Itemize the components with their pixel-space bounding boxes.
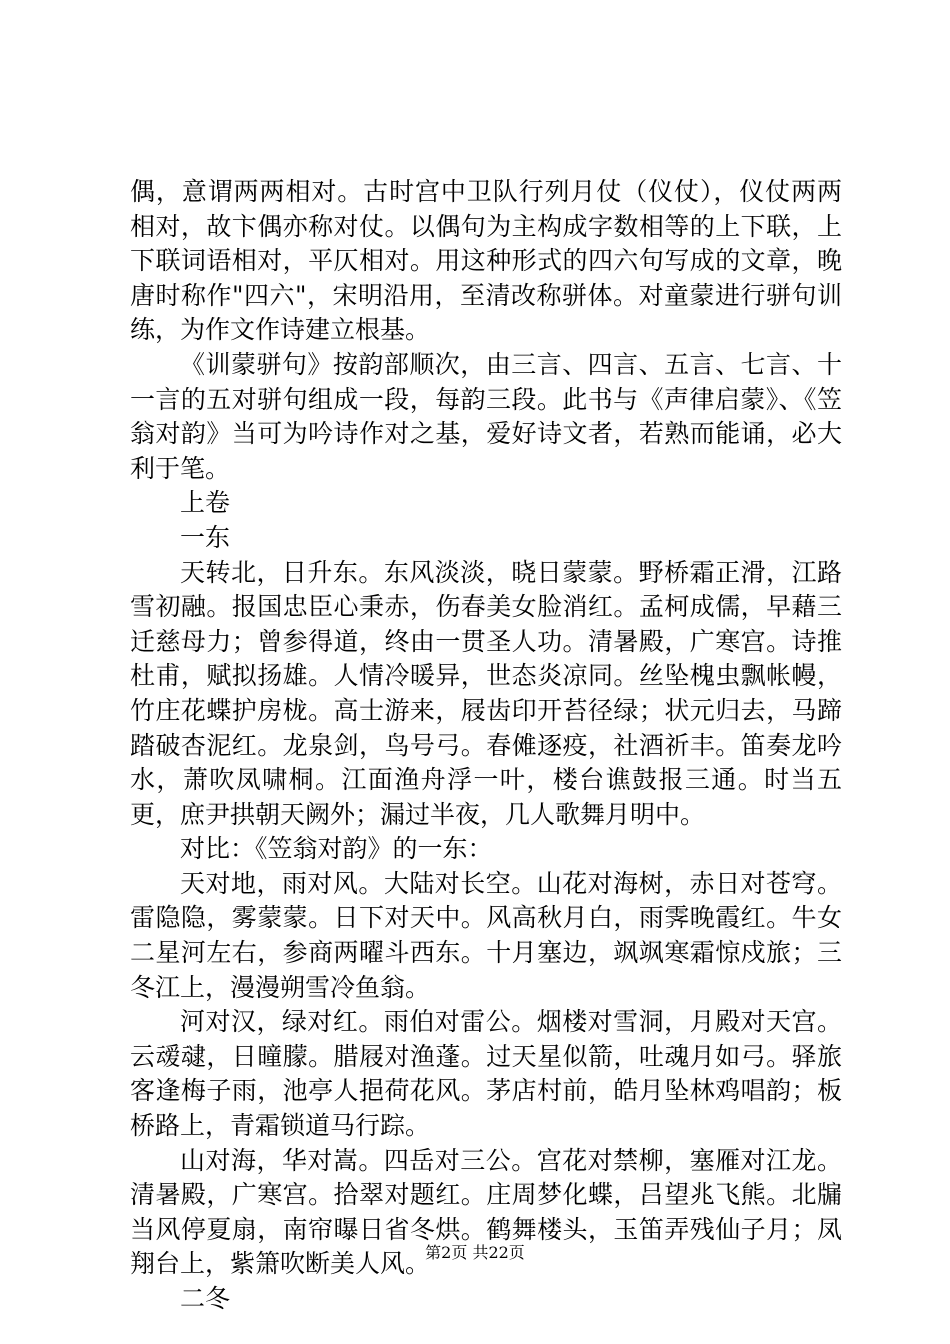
- paragraph-verse-3: 河对汉，绿对红。雨伯对雷公。烟楼对雪洞，月殿对天宫。云叆叇，日曈朦。腊屐对渔蓬。过天星似箭，吐魂月如弓。驿旅客逢梅子雨，池亭人挹荷花风。茅店村前，皓月坠林鸡唱韵；板桥路上，青霜锁道马行踪。: [130, 1007, 842, 1141]
- paragraph-comparison-label: 对比：《笠翁对韵》的一东：: [180, 834, 493, 864]
- paragraph-verse-4: 山对海，华对嵩。四岳对三公。宫花对禁柳，塞雁对江龙。清暑殿，广寒宫。拾翠对题红。庄周梦化蝶，吕望兆飞熊。北牖当风停夏扇，南帘曝日省冬烘。鹤舞楼头，玉笛弄残仙子月；凤翔台上，紫箫吹断美人风。: [130, 1145, 842, 1279]
- page-footer: 第2页 共22页: [425, 1243, 525, 1262]
- document-body: [130, 175, 842, 1317]
- paragraph-book-description: 《训蒙骈句》按韵部顺次，由三言、四言、五言、七言、十一言的五对骈句组成一段，每韵三段。此书与《声律启蒙》、《笠翁对韵》当可为吟诗作对之基，爱好诗文者，若熟而能诵，必大利于笔。: [130, 349, 842, 483]
- paragraph-verse-2: 天对地，雨对风。大陆对长空。山花对海树，赤日对苍穹。雷隐隐，雾蒙蒙。日下对天中。风高秋月白，雨霁晚霞红。牛女二星河左右，参商两曜斗西东。十月塞边，飒飒寒霜惊戍旅；三冬江上，漫漫朔雪冷鱼翁。: [130, 868, 842, 1002]
- paragraph-intro: 偶，意谓两两相对。古时宫中卫队行列月仗（仪仗），仪仗两两相对，故卞偶亦称对仗。以偶句为主构成字数相等的上下联，上下联词语相对，平仄相对。用这种形式的四六句写成的文章，晚唐时称作"四六"，宋明沿用，至清改称骈体。对童蒙进行骈句训练，为作文作诗建立根基。: [130, 177, 842, 345]
- paragraph-verse-1: 天转北，日升东。东风淡淡，晓日蒙蒙。野桥霜正滑，江路雪初融。报国忠臣心秉赤，伤春美女脸消红。孟柯成儒，早藉三迁慈母力；曾参得道，终由一贯圣人功。清暑殿，广寒宫。诗推杜甫，赋拟扬雄。人情冷暖异，世态炎凉同。丝坠槐虫飘帐幔，竹庄花蝶护房栊。高士游来，屐齿印开苔径绿；状元归去，马蹄踏破杏泥红。龙泉剑，鸟号弓。春傩逐疫，社酒祈丰。笛奏龙吟水，萧吹凤啸桐。江面渔舟浮一叶，楼台谯鼓报三通。时当五更，庶尹拱朝天阙外；漏过半夜，几人歌舞月明中。: [130, 557, 842, 829]
- section-heading-rhyme-1: 一东: [180, 522, 231, 552]
- section-heading-rhyme-2: 二冬: [180, 1284, 231, 1313]
- section-heading-volume: 上卷: [180, 488, 231, 518]
